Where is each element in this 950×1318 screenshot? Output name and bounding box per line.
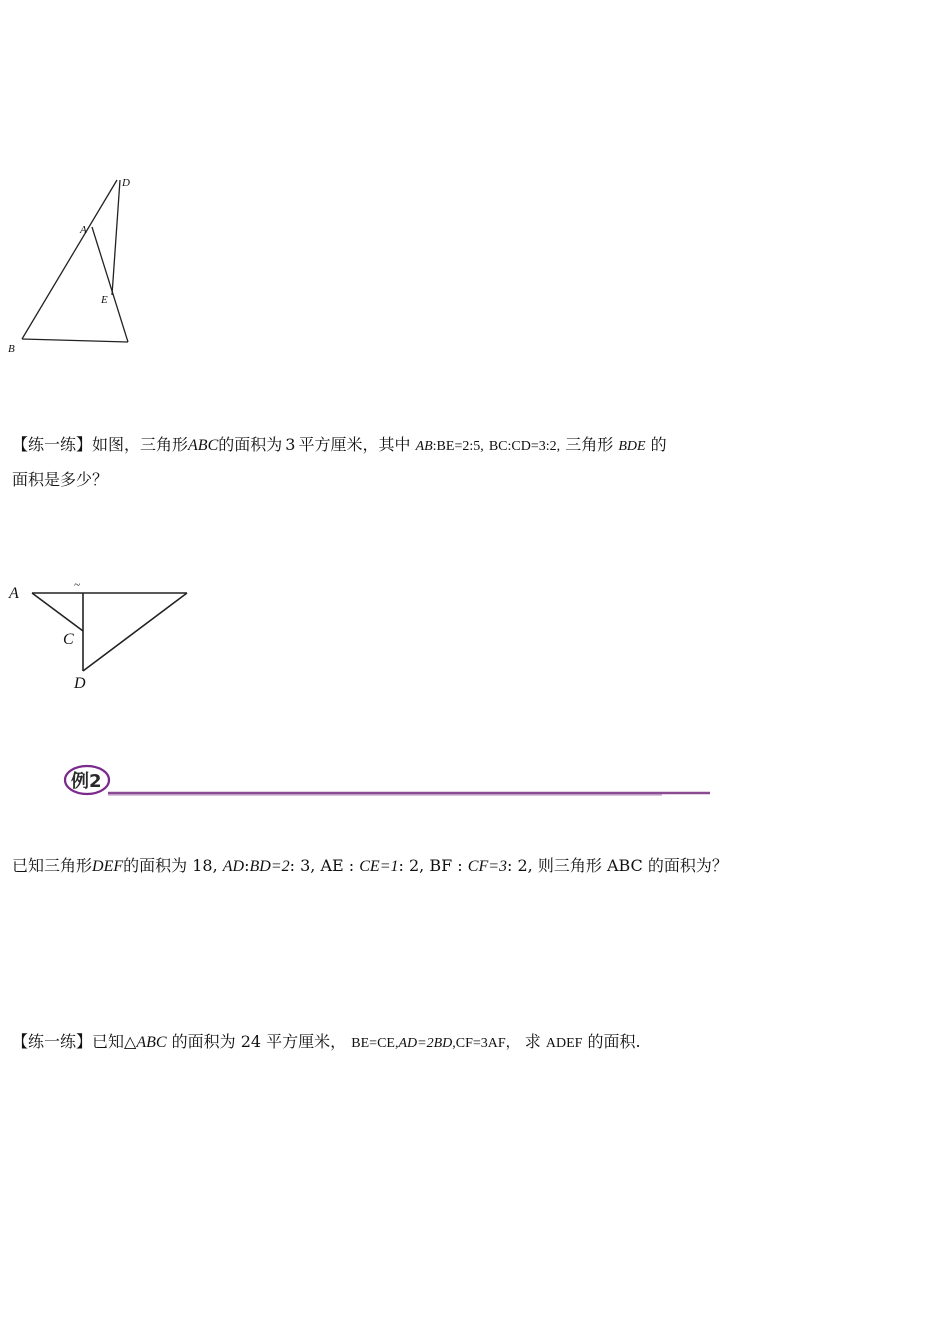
- label-d: D: [74, 675, 86, 692]
- label-a: A: [9, 585, 19, 602]
- exercise1-line1: 【练一练】如图，三角形ABC的面积为 3 平方厘米，其中 AB:BE=2:5, BC:CD=3:2, 三角形 BDE 的: [12, 435, 667, 454]
- figure-triangle-abde: [0, 165, 160, 365]
- figure-acd: [0, 578, 200, 693]
- segment-bc: [22, 339, 128, 342]
- example-badge-label: 例2: [71, 771, 102, 792]
- example2-banner: [62, 762, 712, 802]
- exercise2-text: 【练一练】已知△ABC 的面积为 24 平方厘米， BE=CE,AD=2BD,CF=3AF， 求 ADEF 的面积.: [12, 1032, 641, 1051]
- label-d: D: [122, 177, 130, 189]
- segment-ac: [32, 593, 83, 631]
- segment-hypotenuse: [83, 593, 187, 671]
- label-top-mark: ~: [74, 579, 80, 591]
- label-b: B: [8, 343, 15, 355]
- exercise-bracket: 【练一练】: [12, 1032, 93, 1051]
- label-e: E: [101, 294, 108, 306]
- exercise-bracket: 【练一练】: [12, 435, 93, 454]
- segment-de: [112, 180, 120, 295]
- label-c: C: [63, 631, 74, 648]
- exercise1-line2: 面积是多少？: [12, 470, 109, 489]
- label-a: A: [80, 224, 87, 236]
- problem2-text: 已知三角形DEF的面积为 18, AD:BD=2: 3, AE : CE=1: 2, BF : CF=3: 2, 则三角形 ABC 的面积为？: [12, 856, 728, 875]
- segment-ac: [92, 227, 128, 342]
